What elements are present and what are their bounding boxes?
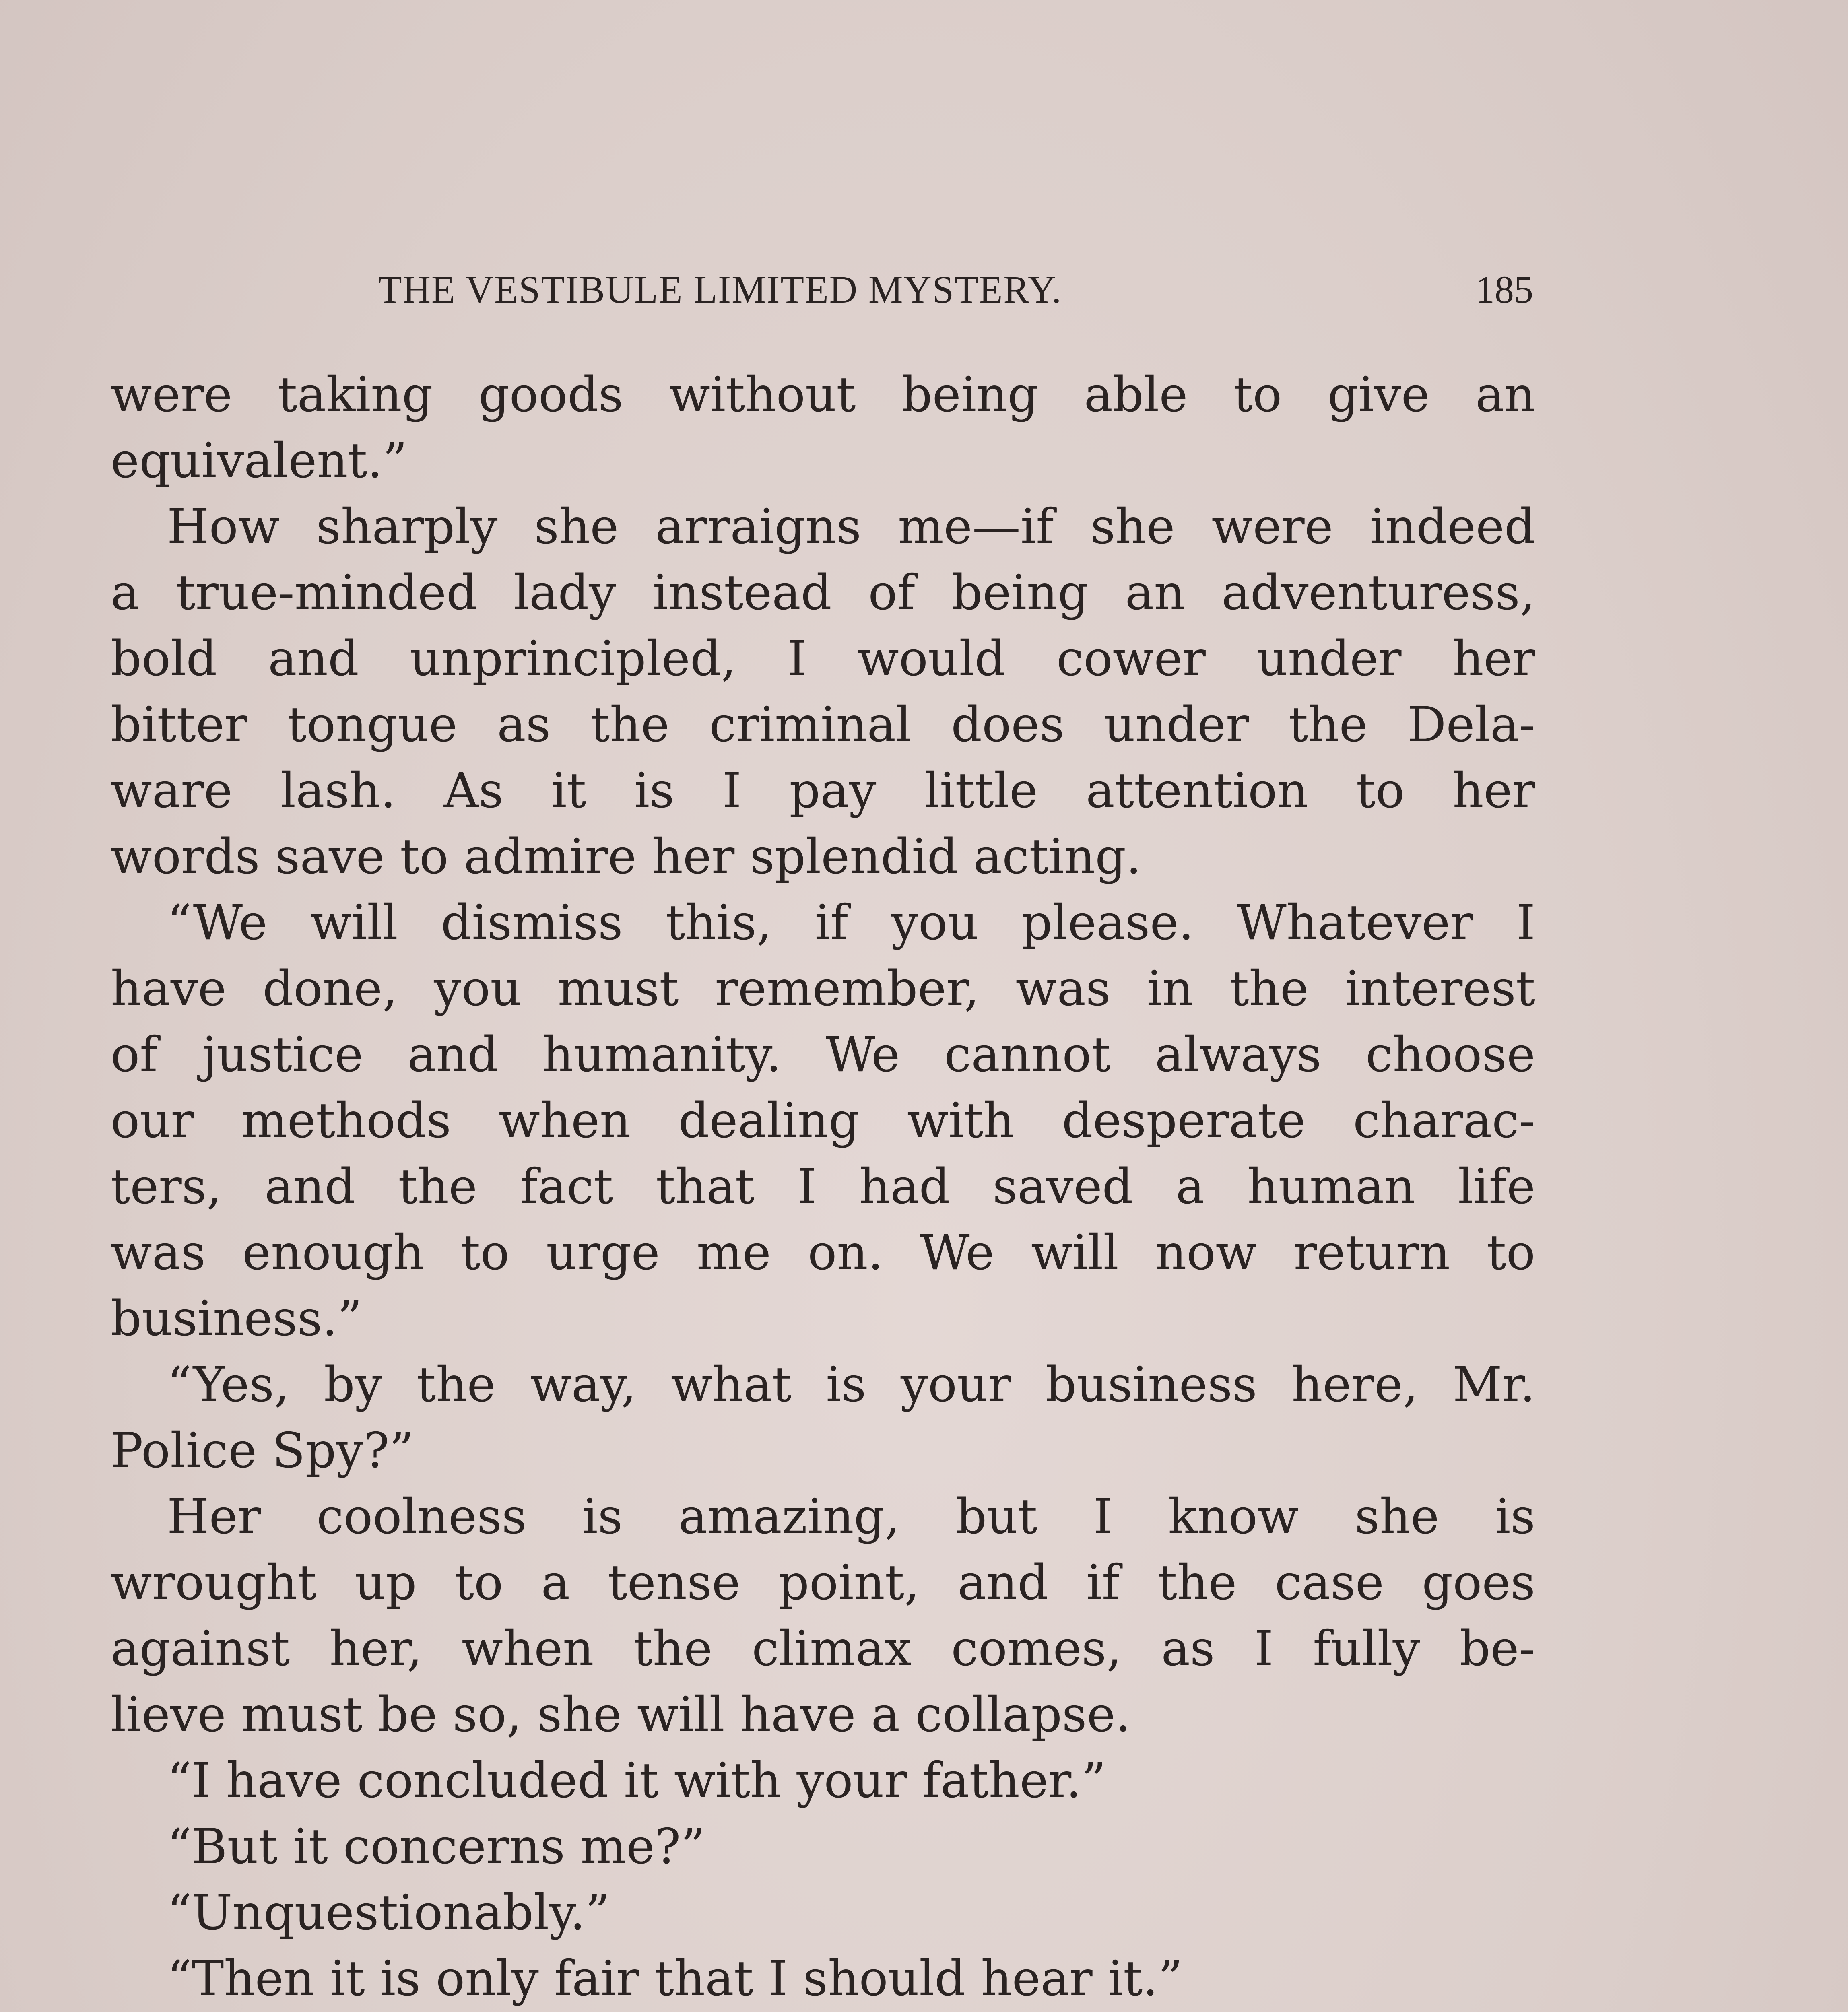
text-line: were taking goods without being able to give an xyxy=(111,367,1535,423)
text-line: a true-minded lady instead of being an adventuress, xyxy=(111,565,1535,621)
text-line: bold and unprincipled, I would cower under her xyxy=(111,631,1535,687)
text-line: “We will dismiss this, if you please. Whatever I xyxy=(167,895,1535,951)
text-line: equivalent.” xyxy=(111,433,408,489)
text-line: “Unquestionably.” xyxy=(167,1885,610,1941)
text-line: “But it concerns me?” xyxy=(167,1819,705,1875)
text-line: Police Spy?” xyxy=(111,1423,414,1479)
text-line: words save to admire her splendid acting. xyxy=(111,829,1142,885)
page-header xyxy=(113,266,1533,314)
text-line: of justice and humanity. We cannot always choose xyxy=(111,1027,1535,1083)
text-line: wrought up to a tense point, and if the case goes xyxy=(111,1555,1535,1611)
text-line: “Yes, by the way, what is your business here, Mr. xyxy=(167,1357,1535,1413)
text-line: bitter tongue as the criminal does under the Dela- xyxy=(111,697,1535,753)
running-title: THE VESTIBULE LIMITED MYSTERY. xyxy=(378,268,1062,311)
text-line: business.” xyxy=(111,1291,363,1347)
text-line: “I have concluded it with your father.” xyxy=(167,1753,1106,1809)
body-text xyxy=(111,362,1535,2012)
text-line: was enough to urge me on. We will now return to xyxy=(111,1225,1535,1281)
text-line: ters, and the fact that I had saved a human life xyxy=(111,1159,1535,1215)
text-line: our methods when dealing with desperate charac- xyxy=(111,1093,1535,1149)
text-line: Her coolness is amazing, but I know she is xyxy=(167,1489,1535,1545)
text-line: ware lash. As it is I pay little attention to her xyxy=(111,763,1535,819)
text-line: lieve must be so, she will have a collapse. xyxy=(111,1687,1131,1743)
text-line: have done, you must remember, was in the interest xyxy=(111,961,1535,1017)
text-line: How sharply she arraigns me—if she were indeed xyxy=(167,499,1535,555)
page-number: 185 xyxy=(1475,268,1533,311)
text-line: “Then it is only fair that I should hear it.” xyxy=(167,1951,1183,2007)
text-line: against her, when the climax comes, as I fully be- xyxy=(111,1621,1535,1677)
